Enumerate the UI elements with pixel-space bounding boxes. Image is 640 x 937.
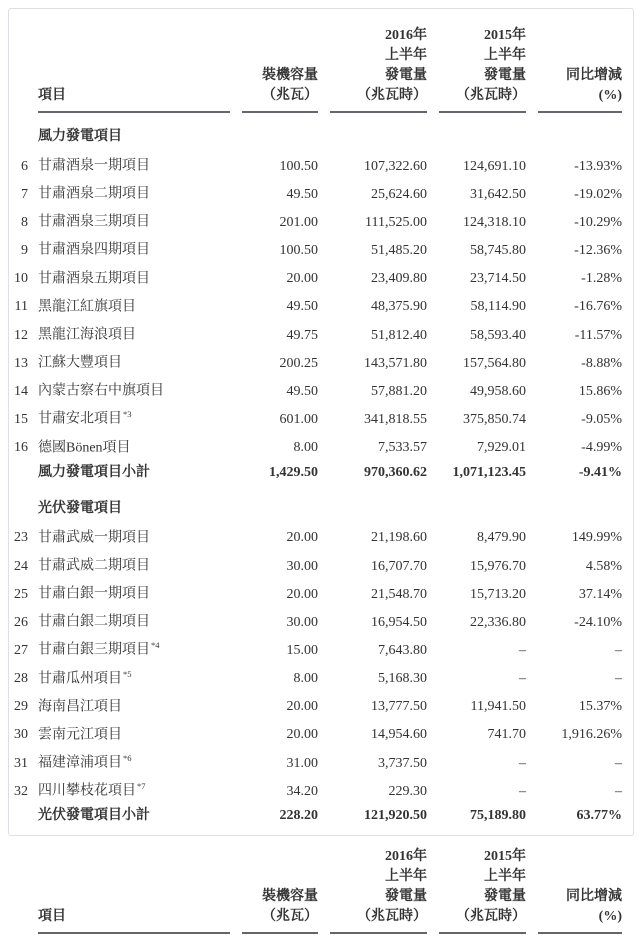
table-row bbox=[12, 432, 622, 460]
project-name: 甘肅酒泉一期項目 bbox=[38, 158, 150, 174]
table-row bbox=[12, 522, 622, 550]
header-project: 項目 bbox=[38, 88, 66, 103]
row-number: 12 bbox=[14, 327, 28, 343]
capacity-value: 49.75 bbox=[286, 327, 318, 343]
project-name-cell bbox=[28, 234, 230, 262]
yoy-value: 15.37% bbox=[578, 699, 622, 715]
row-number: 29 bbox=[14, 699, 28, 715]
project-name-cell bbox=[28, 747, 230, 775]
yoy-value: – bbox=[615, 755, 622, 771]
gen-2015-value: 15,713.20 bbox=[470, 586, 526, 602]
footer-capacity-unit: （兆瓦） bbox=[262, 909, 318, 925]
gen-2016-value: 16,707.70 bbox=[371, 558, 427, 574]
project-name: 德國Bönen項目 bbox=[38, 440, 131, 456]
project-name: 甘肅安北項目 bbox=[38, 412, 122, 428]
footnote-marker: *6 bbox=[123, 752, 132, 763]
gen-2015-value: 22,336.80 bbox=[470, 614, 526, 630]
table-header-bottom bbox=[12, 831, 622, 937]
subtotal-label: 風力發電項目小計 bbox=[38, 464, 150, 480]
project-name: 甘肅白銀三期項目 bbox=[38, 643, 150, 658]
section-title-row bbox=[12, 488, 622, 522]
table-row bbox=[12, 719, 622, 747]
gen-2015-value: 11,941.50 bbox=[470, 699, 526, 715]
project-name-cell bbox=[28, 291, 230, 319]
project-name: 甘肅武威二期項目 bbox=[38, 558, 150, 574]
footnote-marker: *5 bbox=[123, 668, 132, 679]
project-name-cell bbox=[28, 719, 230, 747]
footer-rule-project bbox=[38, 932, 230, 937]
row-number: 15 bbox=[14, 412, 28, 428]
project-name: 四川攀枝花項目 bbox=[38, 783, 136, 799]
capacity-value: 100.50 bbox=[279, 158, 318, 174]
project-name-cell bbox=[28, 150, 230, 178]
footer-2016-generation: 發電量 bbox=[385, 889, 427, 905]
row-number: 27 bbox=[14, 643, 28, 658]
project-name: 福建漳浦項目 bbox=[38, 755, 122, 771]
table-row bbox=[12, 606, 622, 634]
project-name: 甘肅酒泉二期項目 bbox=[38, 186, 150, 202]
row-number: 23 bbox=[14, 530, 28, 546]
footer-2016-year: 2016年 bbox=[385, 849, 427, 865]
subtotal-row bbox=[12, 803, 622, 831]
gen-2015-value: 15,976.70 bbox=[470, 558, 526, 574]
gen-2016-value: 21,198.60 bbox=[371, 530, 427, 546]
gen-2015-value: 58,745.80 bbox=[470, 243, 526, 259]
project-name-cell bbox=[28, 178, 230, 206]
gen-2016-value: 21,548.70 bbox=[371, 586, 427, 602]
gen-2015-value: 31,642.50 bbox=[470, 186, 526, 202]
footnote-marker: *7 bbox=[137, 781, 146, 792]
gen-2016-value: 5,168.30 bbox=[378, 671, 427, 687]
capacity-value: 200.25 bbox=[279, 355, 318, 371]
table-row bbox=[12, 234, 622, 262]
header-yoy-unit: (%) bbox=[598, 88, 622, 103]
row-number: 16 bbox=[14, 440, 28, 456]
row-number: 25 bbox=[14, 586, 28, 602]
row-number: 11 bbox=[14, 299, 28, 315]
header-2015-halfyear: 上半年 bbox=[484, 48, 526, 63]
capacity-value: 20.00 bbox=[286, 727, 318, 743]
subtotal-gen-2015: 1,071,123.45 bbox=[452, 464, 526, 480]
footer-yoy: 同比增減 bbox=[566, 889, 622, 905]
gen-2016-value: 13,777.50 bbox=[371, 699, 427, 715]
row-number: 7 bbox=[21, 186, 28, 202]
row-number: 6 bbox=[21, 158, 28, 174]
project-name: 甘肅白銀一期項目 bbox=[38, 586, 150, 602]
table-row bbox=[12, 347, 622, 375]
footer-rule-yoy bbox=[538, 932, 622, 937]
header-yoy: 同比增減 bbox=[566, 68, 622, 83]
capacity-value: 20.00 bbox=[286, 530, 318, 546]
capacity-value: 20.00 bbox=[286, 586, 318, 602]
subtotal-label: 光伏發電項目小計 bbox=[38, 808, 150, 824]
header-2016-year: 2016年 bbox=[385, 28, 427, 43]
row-number: 28 bbox=[14, 671, 28, 687]
capacity-value: 49.50 bbox=[286, 383, 318, 399]
yoy-value: 15.86% bbox=[578, 383, 622, 399]
gen-2016-value: 341,818.55 bbox=[364, 412, 427, 428]
gen-2016-value: 25,624.60 bbox=[371, 186, 427, 202]
gen-2015-value: 124,318.10 bbox=[463, 214, 526, 230]
yoy-value: – bbox=[615, 783, 622, 799]
capacity-value: 601.00 bbox=[279, 412, 318, 428]
gen-2016-value: 7,643.80 bbox=[378, 643, 427, 658]
row-number: 8 bbox=[21, 214, 28, 230]
footer-2015-halfyear: 上半年 bbox=[484, 869, 526, 885]
header-2015-year: 2015年 bbox=[484, 28, 526, 43]
table-row bbox=[12, 663, 622, 691]
table-row bbox=[12, 178, 622, 206]
yoy-value: -16.76% bbox=[574, 299, 622, 315]
project-name-cell bbox=[28, 775, 230, 803]
header-2015-generation: 發電量 bbox=[484, 68, 526, 83]
capacity-value: 20.00 bbox=[286, 271, 318, 287]
yoy-value: -9.05% bbox=[581, 412, 622, 428]
section-title-row bbox=[12, 116, 622, 150]
project-name-cell bbox=[28, 550, 230, 578]
project-name: 甘肅瓜州項目 bbox=[38, 671, 122, 687]
project-name: 內蒙古察右中旗項目 bbox=[38, 383, 164, 399]
section-title: 風力發電項目 bbox=[38, 129, 122, 144]
gen-2016-value: 23,409.80 bbox=[371, 271, 427, 287]
yoy-value: 1,916.26% bbox=[561, 727, 622, 743]
footer-rule-capacity bbox=[242, 932, 318, 937]
gen-2016-value: 143,571.80 bbox=[364, 355, 427, 371]
project-name-cell bbox=[28, 663, 230, 691]
row-number: 26 bbox=[14, 614, 28, 630]
table-row bbox=[12, 375, 622, 403]
gen-2015-value: 124,691.10 bbox=[463, 158, 526, 174]
project-name: 甘肅酒泉五期項目 bbox=[38, 271, 150, 287]
gen-2015-value: 741.70 bbox=[487, 727, 526, 743]
project-name-cell bbox=[28, 634, 230, 662]
project-name-cell bbox=[28, 578, 230, 606]
table-row bbox=[12, 550, 622, 578]
footer-2015-generation: 發電量 bbox=[484, 889, 526, 905]
yoy-value: -19.02% bbox=[574, 186, 622, 202]
row-number: 30 bbox=[14, 727, 28, 743]
table-row bbox=[12, 263, 622, 291]
section-title: 光伏發電項目 bbox=[38, 500, 122, 516]
footer-2016-unit: （兆瓦時） bbox=[357, 909, 427, 925]
subtotal-yoy: 63.77% bbox=[576, 808, 622, 824]
capacity-value: 8.00 bbox=[293, 440, 318, 456]
table-row bbox=[12, 206, 622, 234]
capacity-value: 20.00 bbox=[286, 699, 318, 715]
gen-2015-value: 49,958.60 bbox=[470, 383, 526, 399]
capacity-value: 15.00 bbox=[286, 643, 318, 658]
yoy-value: – bbox=[615, 643, 622, 658]
table-row bbox=[12, 775, 622, 803]
gen-2015-value: – bbox=[519, 755, 526, 771]
yoy-value: – bbox=[615, 671, 622, 687]
footer-rule-2015 bbox=[439, 932, 526, 937]
footer-rule-2016 bbox=[330, 932, 427, 937]
gen-2016-value: 3,737.50 bbox=[378, 755, 427, 771]
footer-2015-year: 2015年 bbox=[484, 849, 526, 865]
yoy-value: -8.88% bbox=[581, 355, 622, 371]
project-name: 甘肅酒泉三期項目 bbox=[38, 214, 150, 230]
capacity-value: 49.50 bbox=[286, 299, 318, 315]
row-number: 13 bbox=[14, 355, 28, 371]
project-name: 甘肅酒泉四期項目 bbox=[38, 243, 150, 259]
table-row bbox=[12, 634, 622, 662]
yoy-value: -24.10% bbox=[574, 614, 622, 630]
gen-2016-value: 51,812.40 bbox=[371, 327, 427, 343]
capacity-value: 49.50 bbox=[286, 186, 318, 202]
capacity-value: 8.00 bbox=[293, 671, 318, 687]
subtotal-capacity: 228.20 bbox=[279, 808, 318, 824]
footnote-marker: *3 bbox=[123, 409, 132, 420]
row-number: 32 bbox=[14, 783, 28, 799]
gen-2016-value: 14,954.60 bbox=[371, 727, 427, 743]
gen-2015-value: 375,850.74 bbox=[463, 412, 526, 428]
capacity-value: 34.20 bbox=[286, 783, 318, 799]
gen-2016-value: 229.30 bbox=[388, 783, 427, 799]
capacity-value: 30.00 bbox=[286, 558, 318, 574]
table-row bbox=[12, 747, 622, 775]
gen-2016-value: 107,322.60 bbox=[364, 158, 427, 174]
table-header-top bbox=[12, 0, 622, 116]
footer-2016-halfyear: 上半年 bbox=[385, 869, 427, 885]
capacity-value: 100.50 bbox=[279, 243, 318, 259]
project-name-cell bbox=[28, 691, 230, 719]
subtotal-row bbox=[12, 460, 622, 488]
project-name-cell bbox=[28, 432, 230, 460]
yoy-value: -11.57% bbox=[574, 327, 622, 343]
header-2016-generation: 發電量 bbox=[385, 68, 427, 83]
subtotal-gen-2016: 121,920.50 bbox=[364, 808, 427, 824]
project-name: 甘肅白銀二期項目 bbox=[38, 614, 150, 630]
subtotal-gen-2016: 970,360.62 bbox=[364, 464, 427, 480]
footer-capacity: 裝機容量 bbox=[262, 889, 318, 905]
yoy-value: -1.28% bbox=[581, 271, 622, 287]
yoy-value: 37.14% bbox=[578, 586, 622, 602]
gen-2016-value: 48,375.90 bbox=[371, 299, 427, 315]
row-number: 24 bbox=[14, 558, 28, 574]
footer-yoy-unit: (%) bbox=[598, 909, 622, 925]
gen-2016-value: 51,485.20 bbox=[371, 243, 427, 259]
table-row bbox=[12, 691, 622, 719]
project-name-cell bbox=[28, 375, 230, 403]
project-name: 黑龍江海浪項目 bbox=[38, 327, 136, 343]
project-name: 海南昌江項目 bbox=[38, 699, 122, 715]
power-generation-table bbox=[12, 0, 622, 937]
header-2016-unit: （兆瓦時） bbox=[357, 88, 427, 103]
project-name-cell bbox=[28, 263, 230, 291]
gen-2015-value: 58,114.90 bbox=[470, 299, 526, 315]
gen-2016-value: 16,954.50 bbox=[371, 614, 427, 630]
gen-2015-value: 58,593.40 bbox=[470, 327, 526, 343]
project-name-cell bbox=[28, 606, 230, 634]
gen-2016-value: 7,533.57 bbox=[378, 440, 427, 456]
gen-2016-value: 57,881.20 bbox=[371, 383, 427, 399]
gen-2015-value: 8,479.90 bbox=[477, 530, 526, 546]
gen-2015-value: 23,714.50 bbox=[470, 271, 526, 287]
row-number: 10 bbox=[14, 271, 28, 287]
table-row bbox=[12, 150, 622, 178]
gen-2016-value: 111,525.00 bbox=[365, 214, 427, 230]
row-number: 14 bbox=[14, 383, 28, 399]
project-name: 江蘇大豐項目 bbox=[38, 355, 122, 371]
yoy-value: -10.29% bbox=[574, 214, 622, 230]
gen-2015-value: – bbox=[519, 783, 526, 799]
row-number: 31 bbox=[14, 755, 28, 771]
project-name-cell bbox=[28, 403, 230, 431]
capacity-value: 201.00 bbox=[279, 214, 318, 230]
footer-2015-unit: （兆瓦時） bbox=[456, 909, 526, 925]
project-name-cell bbox=[28, 347, 230, 375]
capacity-value: 30.00 bbox=[286, 614, 318, 630]
project-name: 甘肅武威一期項目 bbox=[38, 530, 150, 546]
subtotal-yoy: -9.41% bbox=[578, 464, 622, 480]
header-capacity-unit: （兆瓦） bbox=[262, 88, 318, 103]
yoy-value: -13.93% bbox=[574, 158, 622, 174]
header-2016-halfyear: 上半年 bbox=[385, 48, 427, 63]
project-name: 黑龍江紅旗項目 bbox=[38, 299, 136, 315]
gen-2015-value: – bbox=[519, 643, 526, 658]
footer-project: 項目 bbox=[38, 909, 66, 925]
capacity-value: 31.00 bbox=[286, 755, 318, 771]
yoy-value: 4.58% bbox=[585, 558, 622, 574]
yoy-value: -12.36% bbox=[574, 243, 622, 259]
yoy-value: 149.99% bbox=[571, 530, 622, 546]
gen-2015-value: 157,564.80 bbox=[463, 355, 526, 371]
footnote-marker: *4 bbox=[151, 640, 160, 651]
yoy-value: -4.99% bbox=[581, 440, 622, 456]
project-name-cell bbox=[28, 522, 230, 550]
subtotal-gen-2015: 75,189.80 bbox=[470, 808, 526, 824]
project-name: 雲南元江項目 bbox=[38, 727, 122, 743]
header-capacity: 裝機容量 bbox=[262, 68, 318, 83]
table-row bbox=[12, 291, 622, 319]
row-number: 9 bbox=[21, 243, 28, 259]
table-row bbox=[12, 403, 622, 431]
gen-2015-value: 7,929.01 bbox=[477, 440, 526, 456]
subtotal-capacity: 1,429.50 bbox=[269, 464, 318, 480]
table-row bbox=[12, 578, 622, 606]
project-name-cell bbox=[28, 206, 230, 234]
table-row bbox=[12, 319, 622, 347]
project-name-cell bbox=[28, 319, 230, 347]
gen-2015-value: – bbox=[519, 671, 526, 687]
header-2015-unit: （兆瓦時） bbox=[456, 88, 526, 103]
